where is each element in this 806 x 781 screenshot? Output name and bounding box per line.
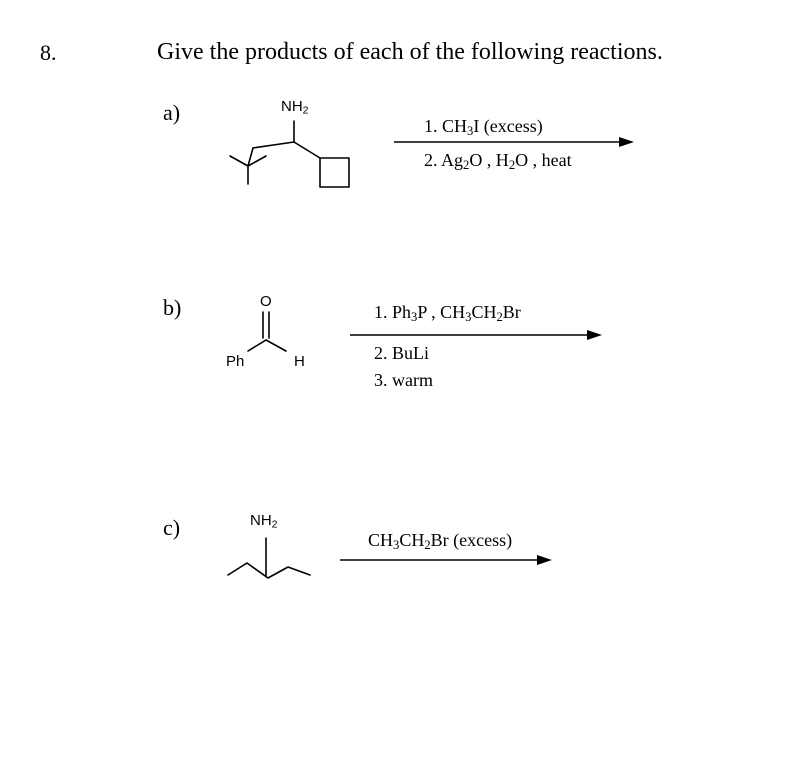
part-b-oxygen-label: O — [260, 293, 272, 310]
part-b-condition-1: 1. $Ph_3P$ , $CH_3CH_2Br$ — [374, 302, 521, 325]
part-b-condition-2: 2. BuLi — [374, 343, 430, 363]
question-prompt: Give the products of each of the following reactions. — [157, 39, 663, 65]
part-b-condition-3: 3. warm — [374, 370, 433, 390]
part-b-label: b) — [163, 295, 182, 320]
part-a-condition-2: 2. $Ag_2O$ , $H_2O$ , heat — [424, 150, 572, 173]
part-a-label: a) — [163, 100, 181, 125]
part-b-hydrogen-label: H — [294, 353, 305, 370]
part-c-label: c) — [163, 515, 181, 540]
part-b-phenyl-label: Ph — [226, 353, 245, 370]
part-a-amine-label: $NH_2$ — [281, 98, 309, 117]
question-number: 8. — [40, 40, 57, 65]
part-a-condition-1: 1. $CH_3I$ (excess) — [424, 116, 543, 139]
part-c-condition-1: $CH_3CH_2Br$ (excess) — [368, 530, 513, 553]
part-c-amine-label: $NH_2$ — [250, 512, 278, 531]
